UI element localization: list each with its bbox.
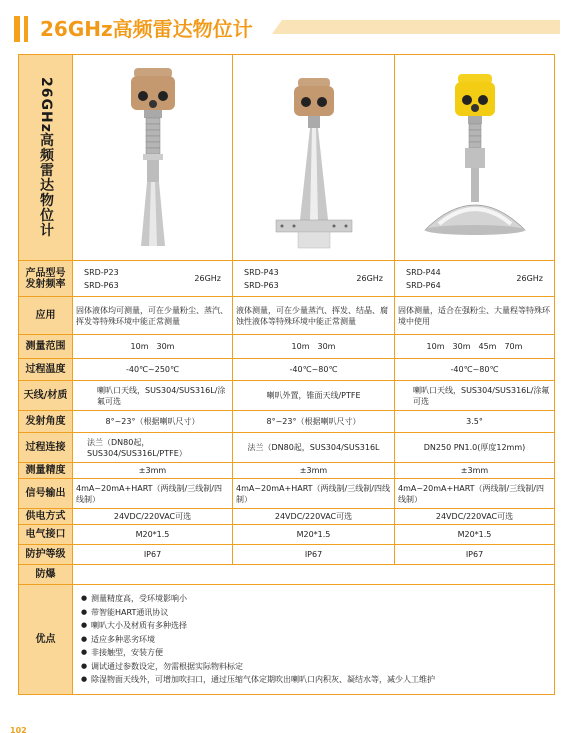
product-image-2 <box>233 55 395 261</box>
electric-cell-2: M20*1.5 <box>233 525 395 545</box>
accuracy-cell-3: ±3mm <box>395 463 555 479</box>
model-name: SRD-P43 <box>244 267 279 277</box>
connection-label: 过程连接 <box>19 433 73 463</box>
electric-cell-1: M20*1.5 <box>73 525 233 545</box>
antenna-cell-2: 喇叭外置，锥面天线/PTFE <box>233 381 395 411</box>
power-cell-2: 24VDC/220VAC可选 <box>233 509 395 525</box>
electric-cell-3: M20*1.5 <box>395 525 555 545</box>
range-cell-2: 10m 30m <box>233 335 395 359</box>
temp-cell-1: -40℃~250℃ <box>73 359 233 381</box>
product-series-title: 26GHz高频雷达物位计 <box>38 77 54 238</box>
list-item: ● 调试通过参数设定，勿需根据实际物料标定 <box>81 660 546 674</box>
model-cell-2 <box>233 261 395 297</box>
antenna-cell-1: 喇叭口天线，SUS304/SUS316L/涂氟可选 <box>73 381 233 411</box>
spec-table <box>18 54 555 695</box>
protection-cell-2: IP67 <box>233 545 395 565</box>
list-item: ● 测量精度高，受环境影响小 <box>81 592 546 606</box>
model-frequency: 26GHz <box>516 274 543 283</box>
protection-cell-1: IP67 <box>73 545 233 565</box>
list-item: ● 非接触型，安装方便 <box>81 646 546 660</box>
range-cell-3: 10m 30m 45m 70m <box>395 335 555 359</box>
protection-cell-3: IP67 <box>395 545 555 565</box>
electric-label: 电气接口 <box>19 525 73 545</box>
power-cell-1: 24VDC/220VAC可选 <box>73 509 233 525</box>
model-name: SRD-P63 <box>84 280 119 290</box>
angle-cell-1: 8°~23°（根据喇叭尺寸） <box>73 411 233 433</box>
model-label-line1: 产品型号 <box>25 267 66 279</box>
angle-cell-3: 3.5° <box>395 411 555 433</box>
power-label: 供电方式 <box>19 509 73 525</box>
accuracy-cell-1: ±3mm <box>73 463 233 479</box>
temp-cell-3: -40℃~80℃ <box>395 359 555 381</box>
model-label-line2: 发射频率 <box>25 278 66 290</box>
model-frequency: 26GHz <box>194 274 221 283</box>
angle-cell-2: 8°~23°（根据喇叭尺寸） <box>233 411 395 433</box>
range-label: 测量范围 <box>19 335 73 359</box>
application-cell-2: 液体测量，可在少量蒸汽、挥发、结晶、腐蚀性液体等特殊环境中能正常测量 <box>233 297 395 335</box>
protection-label: 防护等级 <box>19 545 73 565</box>
connection-cell-3: DN250 PN1.0(厚度12mm) <box>395 433 555 463</box>
model-name: SRD-P23 <box>84 267 119 277</box>
output-label: 信号输出 <box>19 479 73 509</box>
temp-label: 过程温度 <box>19 359 73 381</box>
advantages-label: 优点 <box>19 585 73 695</box>
product-image-3 <box>395 55 555 261</box>
list-item: ● 带智能HART通讯协议 <box>81 606 546 620</box>
output-cell-1: 4mA~20mA+HART（两线制/三线制/四线制） <box>73 479 233 509</box>
page-number: 102 <box>10 726 27 733</box>
antenna-label: 天线/材质 <box>19 381 73 411</box>
connection-cell-1: 法兰（DN80起，SUS304/SUS316L/PTFE） <box>73 433 233 463</box>
accuracy-cell-2: ±3mm <box>233 463 395 479</box>
model-name: SRD-P44 <box>406 267 441 277</box>
list-item: ● 喇叭大小及材质有多种选择 <box>81 619 546 633</box>
list-item: ● 除湿物面天线外，可增加吹扫口，通过压缩气体定期吹出喇叭口内积灰、凝结水等，减少人工维护 <box>81 673 546 687</box>
image-row-label <box>19 55 73 261</box>
application-cell-1: 固体液体均可测量，可在少量粉尘、蒸汽、挥发等特殊环境中能正常测量 <box>73 297 233 335</box>
antenna-cell-3: 喇叭口天线，SUS304/SUS316L/涂氟可选 <box>395 381 555 411</box>
output-cell-3: 4mA~20mA+HART（两线制/三线制/四线制） <box>395 479 555 509</box>
application-label: 应用 <box>19 297 73 335</box>
advantages-cell <box>73 585 555 695</box>
header-rule <box>272 20 560 34</box>
application-cell-3: 固体测量，适合在强粉尘、大量程等特殊环境中使用 <box>395 297 555 335</box>
model-cell-3 <box>395 261 555 297</box>
page-header <box>14 14 560 44</box>
parabolic-radar-image-3 <box>415 60 535 256</box>
cone-radar-image-2 <box>264 60 364 256</box>
list-item: ● 适应多种恶劣环境 <box>81 633 546 647</box>
angle-label: 发射角度 <box>19 411 73 433</box>
model-frequency: 26GHz <box>356 274 383 283</box>
model-name: SRD-P64 <box>406 280 441 290</box>
model-label <box>19 261 73 297</box>
advantages-list <box>81 592 546 687</box>
output-cell-2: 4mA~20mA+HART（两线制/三线制/四线制） <box>233 479 395 509</box>
explosion-cell <box>73 565 555 585</box>
product-image-1 <box>73 55 233 261</box>
accuracy-label: 测量精度 <box>19 463 73 479</box>
page-title: 26GHz高频雷达物位计 <box>40 17 253 41</box>
model-cell-1 <box>73 261 233 297</box>
temp-cell-2: -40℃~80℃ <box>233 359 395 381</box>
model-name: SRD-P63 <box>244 280 279 290</box>
range-cell-1: 10m 30m <box>73 335 233 359</box>
power-cell-3: 24VDC/220VAC可选 <box>395 509 555 525</box>
horn-radar-image-1 <box>113 60 193 256</box>
connection-cell-2: 法兰（DN80起，SUS304/SUS316L <box>233 433 395 463</box>
explosion-label: 防爆 <box>19 565 73 585</box>
